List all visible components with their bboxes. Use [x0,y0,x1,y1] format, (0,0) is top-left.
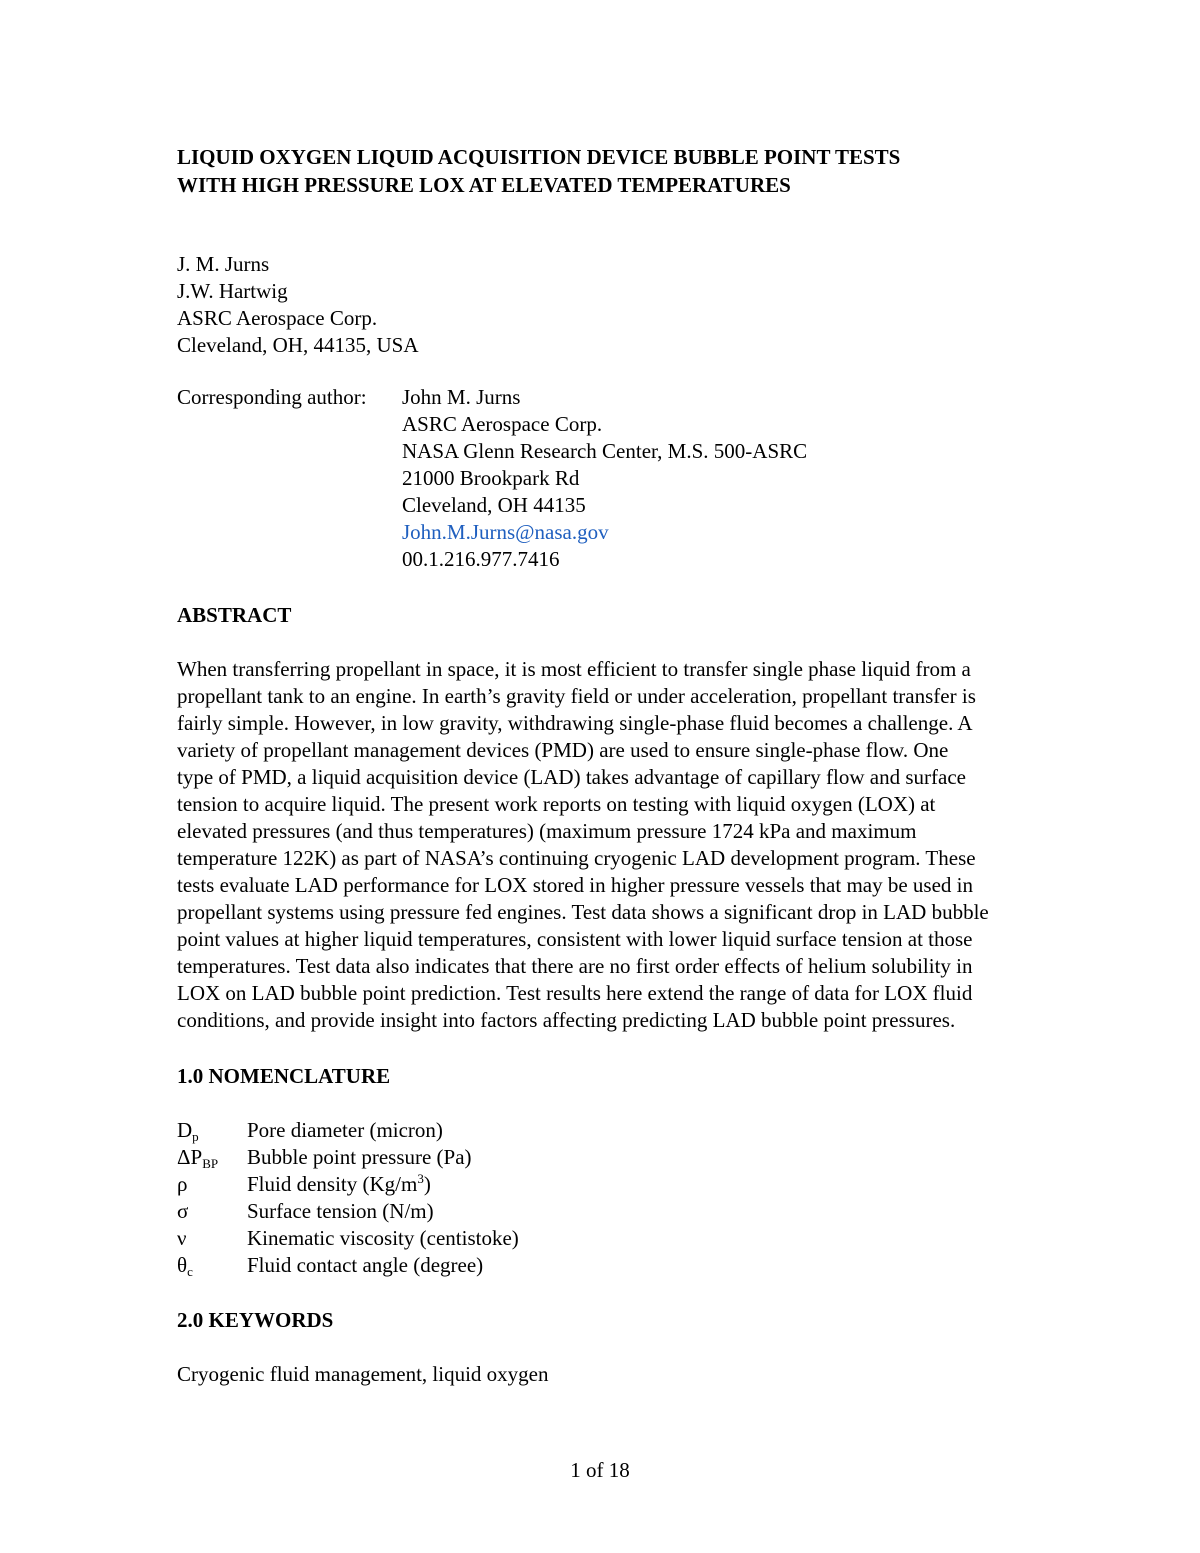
email-link[interactable]: John.M.Jurns@nasa.gov [402,520,609,544]
abstract-line: elevated pressures (and thus temperatures) (maximum pressure 1724 kPa and maximum [177,819,917,843]
abstract-line: tension to acquire liquid. The present work reports on testing with liquid oxygen (LOX) at [177,792,936,816]
abstract-line: LOX on LAD bubble point prediction. Test results here extend the range of data for LOX fluid [177,981,973,1005]
abstract-line: point values at higher liquid temperatures, consistent with lower liquid surface tension at those [177,927,973,951]
address-line: 21000 Brookpark Rd [402,466,580,490]
author-name: J. M. Jurns [177,252,270,276]
abstract-line: temperature 122K) as part of NASA’s continuing cryogenic LAD development program. These [177,846,976,870]
abstract-line: type of PMD, a liquid acquisition device (LAD) takes advantage of capillary flow and surface [177,765,966,789]
author-block [177,251,418,359]
author-location: Cleveland, OH, 44135, USA [177,333,419,357]
author-name: J.W. Hartwig [177,279,288,303]
nomenclature-heading: 1.0 NOMENCLATURE [177,1064,391,1088]
nomenclature-definition: Fluid contact angle (degree) [247,1253,484,1277]
abstract-line: conditions, and provide insight into factors affecting predicting LAD bubble point pressures. [177,1008,956,1032]
abstract-line: variety of propellant management devices (PMD) are used to ensure single-phase flow. One [177,738,949,762]
address-line: ASRC Aerospace Corp. [402,412,603,436]
title-line-1: LIQUID OXYGEN LIQUID ACQUISITION DEVICE BUBBLE POINT TESTS [177,145,901,169]
corresponding-label: Corresponding author: [177,385,367,409]
author-affiliation: ASRC Aerospace Corp. [177,306,378,330]
nomenclature-symbol: ρ [177,1172,188,1196]
phone-number: 00.1.216.977.7416 [402,547,560,571]
abstract-line: propellant systems using pressure fed engines. Test data shows a significant drop in LAD bubble [177,900,989,924]
nomenclature-definition: Bubble point pressure (Pa) [247,1145,472,1169]
address-line: NASA Glenn Research Center, M.S. 500-ASRC [402,439,808,463]
nomenclature-definition: Surface tension (N/m) [247,1199,434,1223]
keywords-text: Cryogenic fluid management, liquid oxygen [177,1362,549,1386]
corresponding-name: John M. Jurns [402,385,521,409]
abstract-line: fairly simple. However, in low gravity, withdrawing single-phase fluid becomes a challenge. A [177,711,973,735]
abstract-line: tests evaluate LAD performance for LOX stored in higher pressure vessels that may be used in [177,873,974,897]
nomenclature-symbol: ν [177,1226,187,1250]
nomenclature-symbol: σ [177,1199,189,1223]
page-number: 1 of 18 [570,1458,630,1482]
nomenclature-definition: Kinematic viscosity (centistoke) [247,1226,519,1250]
address-line: Cleveland, OH 44135 [402,493,586,517]
abstract-line: temperatures. Test data also indicates that there are no first order effects of helium solubility in [177,954,973,978]
abstract-line: When transferring propellant in space, it is most efficient to transfer single phase liquid from a [177,657,971,681]
nomenclature-symbol: ΔPBP [177,1145,219,1171]
nomenclature-definition: Pore diameter (micron) [247,1118,443,1142]
nomenclature-symbol: θc [177,1253,193,1279]
paper-title [177,143,900,199]
nomenclature-definition: Fluid density $(Kg/m^3)$ [247,1171,431,1196]
abstract-heading: ABSTRACT [177,603,292,627]
abstract-line: propellant tank to an engine. In earth’s gravity field or under acceleration, propellant transfer is [177,684,976,708]
title-line-2: WITH HIGH PRESSURE LOX AT ELEVATED TEMPERATURES [177,173,791,197]
corresponding-address [402,411,807,573]
keywords-heading: 2.0 KEYWORDS [177,1308,334,1332]
nomenclature-symbol: Dp [177,1118,199,1144]
abstract-body [177,656,1097,1034]
